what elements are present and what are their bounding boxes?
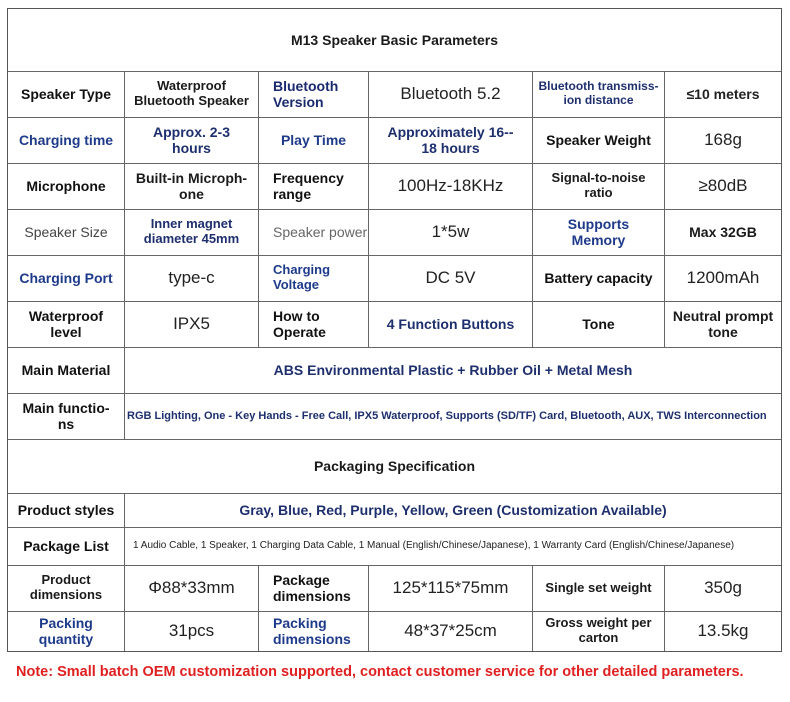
- label-supports-memory: Supports Memory: [567, 215, 630, 248]
- value-single-set-weight: 350g: [704, 578, 742, 598]
- value-play-time: Approximately 16-- 18 hours: [387, 123, 514, 156]
- value-product-dimensions: Φ88*33mm: [148, 578, 235, 598]
- label-package-dimensions: Package dimensions: [273, 571, 351, 604]
- value-product-styles: Gray, Blue, Red, Purple, Yellow, Green (Customization Available): [239, 501, 667, 518]
- value-how-to-operate: 4 Function Buttons: [386, 315, 515, 332]
- label-product-dimensions: Product dimensions: [29, 572, 103, 602]
- footer-note: Note: Small batch OEM customization supported, contact customer service for other detailed parameters.: [16, 664, 744, 680]
- label-microphone: Microphone: [26, 177, 106, 194]
- label-main-functions: Main functio-ns: [22, 399, 110, 432]
- label-charging-port: Charging Port: [19, 269, 113, 286]
- value-packing-dimensions: 48*37*25cm: [404, 621, 497, 641]
- value-charging-voltage: DC 5V: [425, 268, 476, 288]
- value-transmission-distance: ≤10 meters: [686, 85, 760, 102]
- value-waterproof-level: IPX5: [173, 314, 210, 334]
- label-signal-to-noise: Signal-to-noise ratio: [551, 170, 646, 200]
- label-charging-voltage: Charging Voltage: [273, 262, 331, 292]
- value-frequency-range: 100Hz-18KHz: [397, 176, 504, 196]
- value-battery-capacity: 1200mAh: [686, 268, 760, 288]
- value-charging-time: Approx. 2-3 hours: [152, 123, 230, 156]
- value-speaker-type: Waterproof Bluetooth Speaker: [134, 78, 249, 108]
- value-bluetooth-version: Bluetooth 5.2: [400, 84, 501, 104]
- value-main-functions: RGB Lighting, One - Key Hands - Free Call, IPX5 Waterproof, Supports (SD/TF) Card, Bluetooth, AUX, TWS Interconnection: [127, 409, 767, 422]
- label-tone: Tone: [582, 315, 615, 332]
- value-charging-port: type-c: [168, 268, 215, 288]
- label-packing-dimensions: Packing dimensions: [273, 614, 351, 647]
- value-gross-weight: 13.5kg: [697, 621, 749, 641]
- label-speaker-power: Speaker power: [273, 223, 368, 240]
- value-signal-to-noise: ≥80dB: [698, 176, 748, 196]
- value-speaker-power: 1*5w: [431, 222, 470, 242]
- value-main-material: ABS Environmental Plastic + Rubber Oil + Metal Mesh: [273, 361, 633, 378]
- packaging-title: Packaging Specification: [313, 457, 476, 474]
- label-battery-capacity: Battery capacity: [544, 269, 653, 286]
- label-gross-weight: Gross weight per carton: [545, 615, 652, 645]
- value-microphone: Built-in Microph-one: [135, 169, 248, 202]
- label-frequency-range: Frequency range: [273, 169, 344, 202]
- value-package-dimensions: 125*115*75mm: [392, 578, 509, 598]
- value-supports-memory: Max 32GB: [689, 223, 757, 240]
- label-product-styles: Product styles: [17, 501, 115, 518]
- label-main-material: Main Material: [21, 361, 111, 378]
- value-package-list: 1 Audio Cable, 1 Speaker, 1 Charging Data Cable, 1 Manual (English/Chinese/Japanese), 1 Warranty Card (English/Chinese/Japanese): [133, 540, 735, 552]
- label-single-set-weight: Single set weight: [545, 579, 652, 595]
- label-package-list: Package List: [23, 537, 109, 554]
- value-speaker-size: Inner magnet diameter 45mm: [143, 216, 240, 246]
- value-tone: Neutral prompt tone: [672, 307, 774, 340]
- label-packing-quantity: Packing quantity: [38, 614, 94, 647]
- label-how-to-operate: How to Operate: [273, 307, 326, 340]
- label-bluetooth-version: Bluetooth Version: [273, 77, 339, 110]
- label-waterproof-level: Waterproof level: [28, 307, 104, 340]
- label-speaker-weight: Speaker Weight: [546, 131, 651, 148]
- label-speaker-size: Speaker Size: [24, 223, 108, 240]
- table-title: M13 Speaker Basic Parameters: [290, 31, 499, 48]
- spec-table: [7, 8, 782, 652]
- label-play-time: Play Time: [280, 131, 347, 148]
- value-speaker-weight: 168g: [704, 130, 742, 150]
- label-speaker-type: Speaker Type: [20, 85, 111, 102]
- label-transmission-distance: Bluetooth transmiss-ion distance: [538, 79, 659, 107]
- value-packing-quantity: 31pcs: [168, 621, 215, 641]
- label-charging-time: Charging time: [18, 131, 114, 148]
